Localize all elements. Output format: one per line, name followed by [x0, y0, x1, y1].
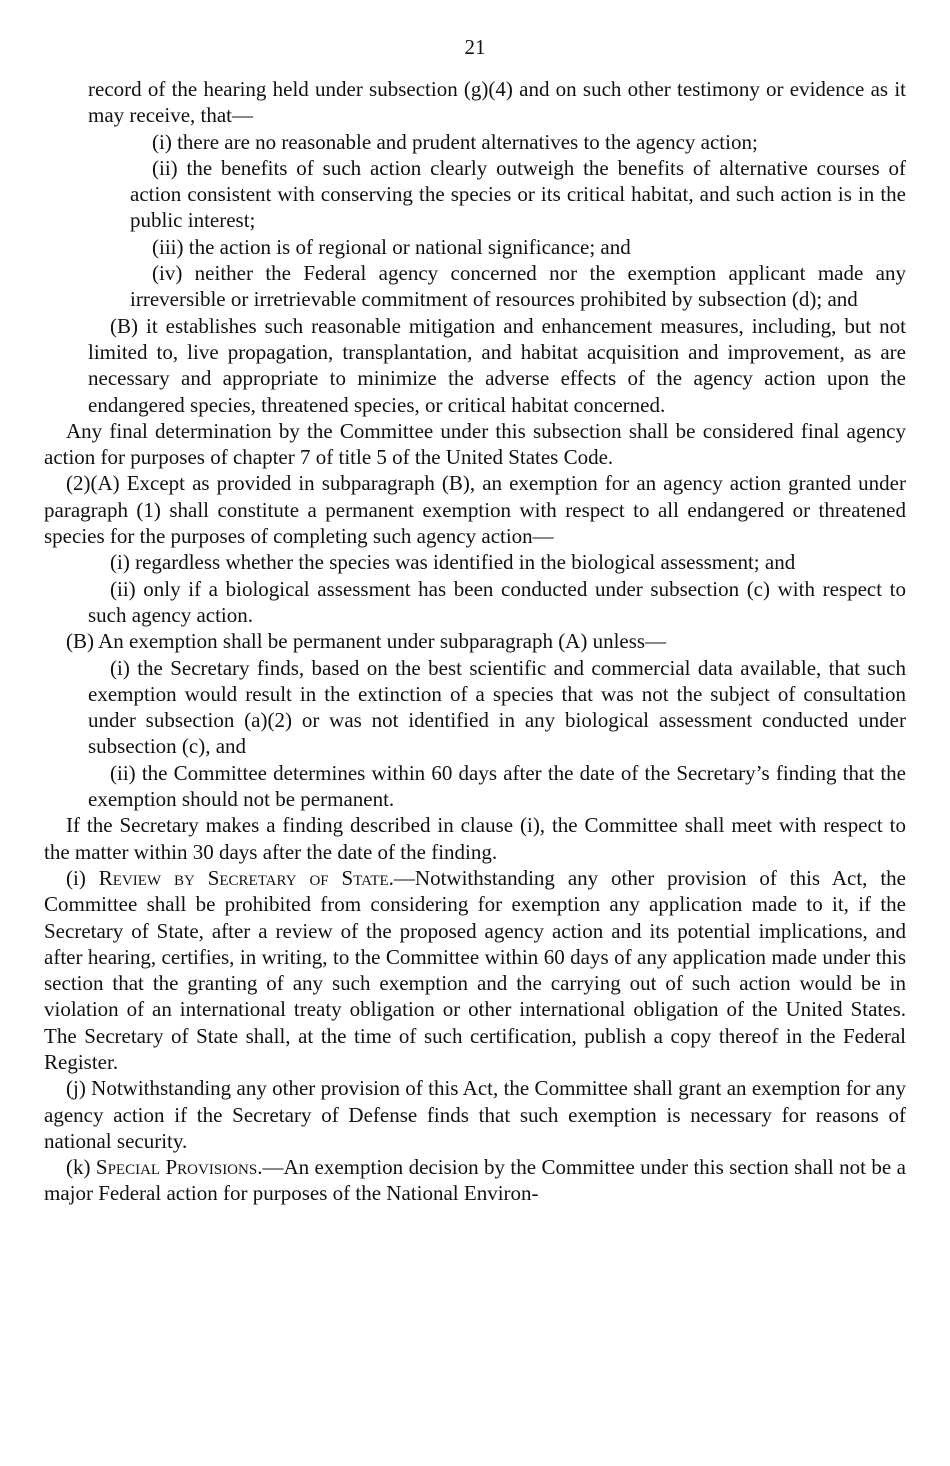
clause-committee-determines: (ii) the Committee determines within 60 days after the date of the Secretary’s finding that the exemption should not be permanent. [88, 760, 906, 812]
page-number: 21 [464, 35, 486, 59]
paragraph-hearing-record: record of the hearing held under subsection (g)(4) and on such other testimony or evidence as it may receive, that— [88, 77, 906, 128]
subsection-k-label: (k) [66, 1155, 96, 1180]
paragraph-final-determination: Any final determination by the Committee under this subsection shall be considered final agency action for purposes of chapter 7 of title 5 of the United States Code. [44, 418, 906, 470]
clause-no-irreversible-commitment: (iv) neither the Federal agency concerned nor the exemption applicant made any irreversible or irretrievable commitment of resources prohibited by subsection (d); and [130, 261, 906, 312]
subsection-k-heading: Special Provisions. [95, 1155, 263, 1180]
subsection-i-heading: Review by Secretary of State. [98, 865, 394, 890]
clause-biological-assessment: (ii) only if a biological assessment has been conducted under subsection (c) with respect to such agency action. [88, 576, 906, 627]
paragraph-2a-permanent-exemption: (2)(A) Except as provided in subparagraph (B), an exemption for an agency action granted under paragraph (1) shall constitute a permanent exemption with respect to all endangered or threatened species for the purposes of completing such agency action— [44, 471, 906, 549]
subparagraph-b-mitigation: (B) it establishes such reasonable mitigation and enhancement measures, including, but not limited to, live propagation, transplantation, and habitat acquisition and improvement, as are necessary and appropriate to minimize the adverse effects of the agency action upon the endangered species, threatened species, or critical habitat concerned. [88, 313, 906, 417]
clause-secretary-finds: (i) the Secretary finds, based on the best scientific and commercial data available, that such exemption would result in the extinction of a species that was not the subject of consultation under subsection (a)(2) or was not identified in any biological assessment conducted under subsection (c), and [88, 655, 906, 759]
paragraph-committee-meet: If the Secretary makes a finding described in clause (i), the Committee shall meet with respect to the matter within 30 days after the date of the finding. [44, 813, 906, 864]
subsection-k-body: —An exemption decision by the Committee under this section shall not be a major Federal action for purposes of the National Environ- [44, 1155, 906, 1206]
paragraph-k-special-provisions [44, 1154, 906, 1207]
paragraph-j-national-security: (j) Notwithstanding any other provision of this Act, the Committee shall grant an exemption for any agency action if the Secretary of Defense finds that such exemption is necessary for reasons of national security. [44, 1076, 906, 1153]
paragraph-2b-unless: (B) An exemption shall be permanent under subparagraph (A) unless— [66, 629, 667, 654]
paragraph-i-review-secretary-of-state [44, 865, 906, 1075]
subsection-i-label: (i) [66, 865, 99, 890]
subsection-i-body: —Notwithstanding any other provision of this Act, the Committee shall be prohibited from considering for exemption any application made to it, if the Secretary of State, after a review of the proposed agency action and its potential implications, and after hearing, certifies, in writing, to the Committee within 60 days of any application made under this section that the granting of any such exemption and the carrying out of such action would be in violation of an international treaty obligation or other international obligation of the United States. The Secretary of State shall, at the time of such certification, publish a copy thereof in the Federal Register. [44, 865, 906, 1074]
clause-regional-significance: (iii) the action is of regional or national significance; and [152, 234, 631, 259]
clause-benefits-outweigh: (ii) the benefits of such action clearly outweigh the benefits of alternative courses of action consistent with conserving the species or its critical habitat, and such action is in the public interest; [130, 155, 906, 233]
clause-no-alternatives: (i) there are no reasonable and prudent alternatives to the agency action; [152, 129, 758, 154]
clause-species-identified: (i) regardless whether the species was identified in the biological assessment; and [110, 550, 796, 575]
